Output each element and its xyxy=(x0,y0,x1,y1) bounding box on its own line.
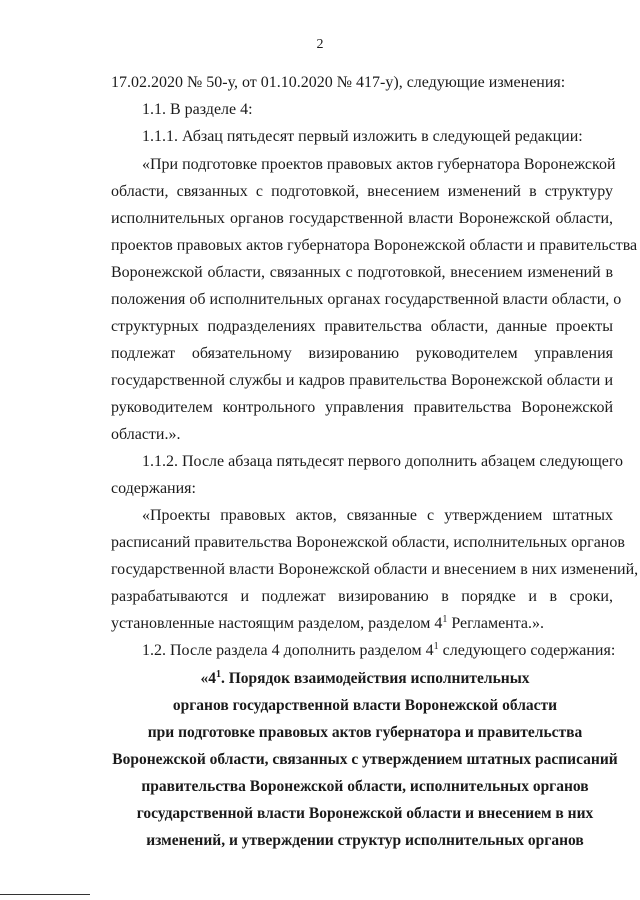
section-heading-line: Воронежской области, связанных с утверждением штатных расписаний xyxy=(112,751,618,768)
paragraph-line: Воронежской области, связанных с подготовкой, внесением изменений в xyxy=(111,264,613,281)
section-item: 1.1.2. После абзаца пятьдесят первого дополнить абзацем следующего xyxy=(142,453,624,470)
paragraph-line: области, связанных с подготовкой, внесением изменений в структуру xyxy=(111,183,613,200)
footer-rule xyxy=(0,894,90,895)
paragraph-line: положения об исполнительных органах государственной власти области, о xyxy=(111,291,622,308)
section-heading-line: изменений, и утверждении структур исполнительных органов xyxy=(146,832,584,849)
paragraph-line: руководителем контрольного управления правительства Воронежской xyxy=(111,399,613,416)
paragraph-line: государственной службы и кадров правительства Воронежской области и xyxy=(111,372,613,389)
section-item: 1.2. После раздела 4 дополнить разделом $4^1$ следующего содержания: xyxy=(142,641,616,659)
paragraph-line: государственной власти Воронежской области и внесением в них изменений, xyxy=(111,561,639,578)
section-heading-line: государственной власти Воронежской области и внесением в них xyxy=(136,805,594,822)
paragraph-line: «При подготовке проектов правовых актов губернатора Воронежской xyxy=(142,156,616,173)
paragraph-line: исполнительных органов государственной власти Воронежской области, xyxy=(111,210,613,227)
paragraph-line: расписаний правительства Воронежской области, исполнительных органов xyxy=(111,534,625,551)
paragraph-line: разрабатываются и подлежат визированию в порядке и в сроки, xyxy=(111,588,613,605)
paragraph-line: структурных подразделениях правительства области, данные проекты xyxy=(111,318,613,335)
section-heading-line: правительства Воронежской области, исполнительных органов xyxy=(141,778,589,795)
paragraph-line: 17.02.2020 № 50-у, от 01.10.2020 № 417-у), следующие изменения: xyxy=(111,74,566,91)
superscript: 1 xyxy=(433,641,439,652)
paragraph-line: области.». xyxy=(111,426,181,443)
superscript: 1 xyxy=(442,614,448,625)
paragraph-line: установленные настоящим разделом, разделом $4^1$ Регламента.». xyxy=(111,614,545,632)
paragraph-line: подлежат обязательному визированию руководителем управления xyxy=(111,345,613,362)
section-item: 1.1.1. Абзац пятьдесят первый изложить в следующей редакции: xyxy=(142,128,583,145)
section-heading: «$4^1$. Порядок взаимодействия исполнительных xyxy=(200,669,530,687)
superscript: 1 xyxy=(215,669,221,680)
page-number: 2 xyxy=(316,37,324,52)
paragraph-line: «Проекты правовых актов, связанные с утверждением штатных xyxy=(142,507,613,524)
section-heading-line: органов государственной власти Воронежской области xyxy=(172,697,558,714)
section-heading-line: при подготовке правовых актов губернатора и правительства xyxy=(147,724,583,741)
paragraph-line: содержания: xyxy=(111,480,196,497)
section-item: 1.1. В разделе 4: xyxy=(142,101,253,118)
paragraph-line: проектов правовых актов губернатора Воронежской области и правительства xyxy=(111,237,638,254)
